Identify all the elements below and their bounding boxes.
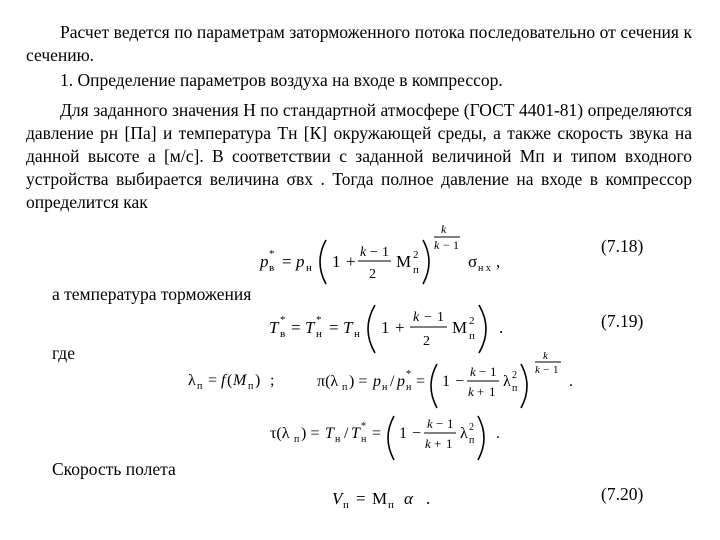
svg-text:2: 2 (369, 267, 376, 282)
svg-text:1: 1 (446, 436, 453, 451)
svg-text:п: п (469, 330, 475, 342)
svg-text:в: в (269, 262, 275, 274)
svg-text:п: п (248, 381, 254, 392)
svg-text:−: − (543, 364, 550, 376)
svg-text:−: − (424, 310, 432, 325)
svg-text:в: в (280, 328, 286, 340)
svg-text:1: 1 (447, 416, 454, 431)
svg-text:н: н (361, 434, 367, 445)
label-where: где (52, 343, 75, 363)
svg-text:1: 1 (381, 318, 390, 337)
svg-text:1: 1 (453, 238, 459, 252)
svg-text:) =: ) = (301, 425, 320, 442)
svg-text:п: п (294, 434, 300, 445)
svg-text:k: k (434, 238, 440, 252)
svg-text:=: = (356, 489, 366, 508)
equation-number-7-18: (7.18) (601, 236, 644, 256)
svg-text:.: . (569, 373, 573, 390)
svg-text:k: k (413, 310, 420, 325)
svg-text:T: T (343, 318, 353, 337)
svg-text:k: k (427, 416, 433, 431)
svg-text:*: * (316, 314, 322, 326)
svg-text:π(λ: π(λ (317, 373, 339, 390)
svg-text:.: . (499, 318, 504, 337)
svg-text:п: п (512, 383, 518, 394)
formula-7-18-graphic (256, 222, 516, 286)
svg-text:2: 2 (423, 334, 430, 349)
svg-text:=: = (416, 373, 426, 390)
formula-pi (317, 350, 587, 415)
paragraph-conditions (26, 99, 692, 214)
svg-text:;: ; (270, 372, 275, 389)
svg-text:н: н (306, 262, 312, 274)
svg-text:/: / (390, 373, 395, 390)
svg-text:*: * (280, 314, 286, 326)
svg-text:*: * (269, 248, 275, 260)
svg-text:V: V (332, 489, 343, 508)
svg-text:λ: λ (503, 373, 511, 390)
svg-text:+: + (395, 318, 405, 337)
svg-text:k: k (425, 436, 431, 451)
svg-text:−: − (370, 245, 378, 260)
formula-7-20 (330, 480, 450, 519)
svg-text:=: = (291, 318, 301, 337)
svg-text:н: н (335, 434, 341, 445)
svg-text:2: 2 (413, 249, 419, 261)
formula-tau (270, 410, 520, 465)
svg-text:p: p (373, 373, 381, 390)
formula-pi-graphic (317, 350, 587, 410)
svg-text:M: M (372, 489, 388, 508)
svg-text:п: п (197, 381, 203, 392)
svg-text:M: M (452, 318, 468, 337)
svg-text:M: M (233, 372, 247, 389)
svg-text:f: f (221, 372, 226, 389)
svg-text:k: k (468, 384, 474, 399)
paragraph-intro-text: Расчет ведется по параметрам заторможенного потока последовательно от сечения к сечению. (26, 22, 692, 65)
svg-text:2: 2 (469, 422, 474, 433)
formula-lambda-graphic (186, 365, 286, 395)
svg-text:1: 1 (553, 364, 559, 376)
svg-text:(: ( (227, 372, 233, 389)
label-flight-speed: Скорость полета (52, 459, 176, 479)
svg-text:н х: н х (478, 263, 491, 274)
svg-text:−: − (455, 373, 465, 390)
formula-7-19-graphic (267, 299, 517, 355)
svg-text:п: п (413, 264, 419, 276)
svg-text:=: = (372, 425, 382, 442)
svg-text:p: p (260, 252, 269, 271)
svg-text:) =: ) = (349, 373, 368, 390)
svg-text:−: − (436, 416, 444, 431)
svg-text:λ: λ (188, 372, 196, 389)
svg-text:T: T (351, 425, 360, 442)
formula-7-18 (256, 222, 516, 291)
svg-text:1: 1 (442, 373, 450, 390)
svg-text:M: M (396, 252, 412, 271)
svg-text:−: − (443, 238, 450, 252)
equation-number-7-19: (7.19) (601, 311, 644, 331)
svg-text:/: / (344, 425, 349, 442)
svg-text:k: k (470, 364, 476, 379)
svg-text:1: 1 (490, 364, 497, 379)
svg-text:1: 1 (489, 384, 496, 399)
svg-text:.: . (496, 425, 500, 442)
svg-text:+: + (477, 384, 485, 399)
svg-text:T: T (325, 425, 334, 442)
svg-text:1: 1 (332, 252, 341, 271)
svg-text:2: 2 (469, 315, 475, 327)
svg-text:1: 1 (399, 425, 407, 442)
svg-text:λ: λ (460, 425, 468, 442)
svg-text:п: п (343, 499, 349, 511)
svg-text:p: p (397, 373, 405, 390)
svg-text:н: н (406, 382, 412, 393)
svg-text:,: , (496, 252, 501, 271)
svg-text:−: − (412, 425, 422, 442)
svg-text:k: k (543, 350, 548, 362)
svg-text:=: = (329, 318, 339, 337)
svg-text:+: + (434, 436, 442, 451)
svg-text:k: k (535, 364, 540, 376)
svg-text:T: T (305, 318, 315, 337)
formula-lambda (186, 365, 286, 400)
svg-text:=: = (208, 372, 218, 389)
svg-text:k: k (360, 245, 367, 260)
paragraph-intro (26, 21, 692, 67)
svg-text:−: − (479, 364, 487, 379)
svg-text:н: н (382, 382, 388, 393)
svg-text:+: + (346, 252, 356, 271)
svg-text:.: . (426, 489, 431, 508)
svg-text:1: 1 (382, 245, 389, 260)
svg-text:T: T (269, 318, 279, 337)
formula-tau-graphic (270, 410, 520, 460)
svg-text:τ(λ: τ(λ (270, 425, 290, 442)
svg-text:п: п (342, 382, 348, 393)
section-heading (26, 69, 692, 92)
equation-number-7-20: (7.20) (601, 484, 644, 504)
svg-text:=: = (282, 252, 292, 271)
section-heading-text: 1. Определение параметров воздуха на входе в компрессор. (60, 70, 503, 90)
svg-text:α: α (404, 489, 413, 508)
svg-text:п: п (469, 435, 475, 446)
svg-text:н: н (316, 328, 322, 340)
paragraph-conditions-text: Для заданного значения H по стандартной атмосфере (ГОСТ 4401-81) определяются давление pн [Па] и температура Tн [К] окружающей среды, а также скорость звука на данной высоте a [м/с]. В соответствии с заданной величиной Mп и типом входного устройства выбирается величина σвх . Тогда полное давление на входе в компрессор определится как (26, 100, 692, 212)
svg-text:p: p (296, 252, 305, 271)
svg-text:2: 2 (512, 370, 517, 381)
formula-7-20-graphic (330, 480, 450, 514)
svg-text:k: k (441, 222, 447, 236)
svg-text:н: н (354, 328, 360, 340)
svg-text:*: * (406, 369, 411, 380)
svg-text:*: * (361, 421, 366, 432)
svg-text:п: п (388, 499, 394, 511)
svg-text:σ: σ (468, 252, 478, 271)
svg-text:1: 1 (437, 310, 444, 325)
svg-text:): ) (255, 372, 261, 389)
label-stagnation-temperature: а температура торможения (52, 284, 252, 304)
